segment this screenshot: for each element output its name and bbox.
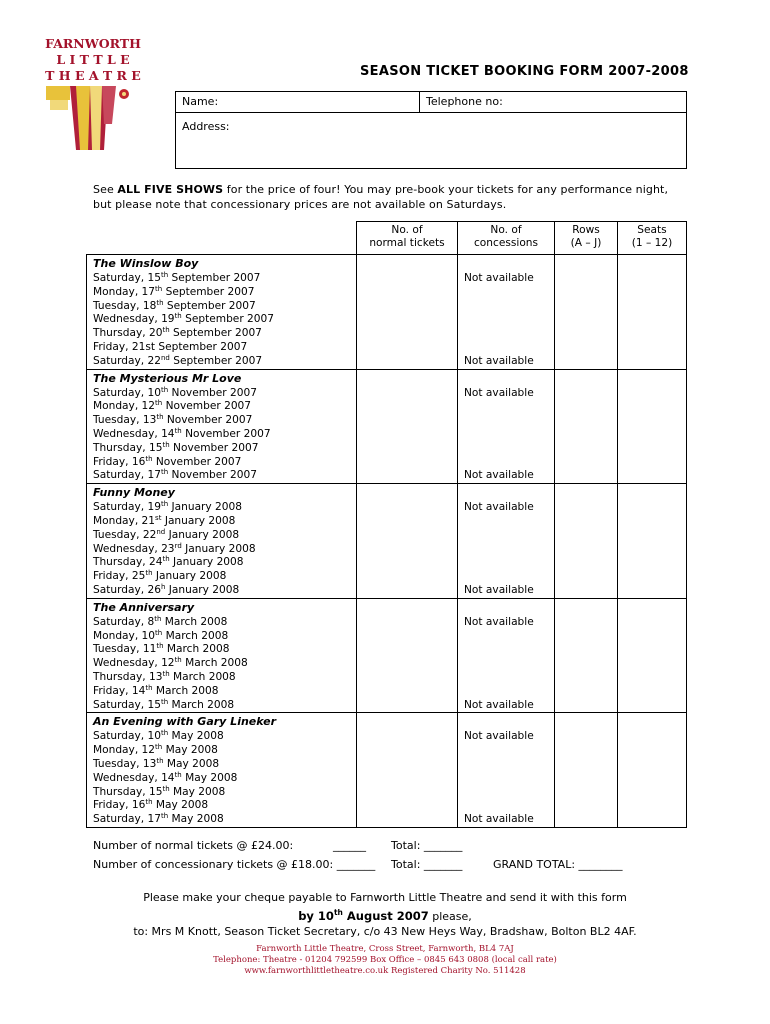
performance-date: Friday, 16th May 2008 [93,798,209,812]
performance-date: Monday, 10th March 2008 [93,628,229,642]
not-available-label: Not available [464,469,534,482]
performance-date: Thursday, 15th November 2007 [93,440,259,454]
theatre-curtain-icon [38,84,148,150]
show-dates-cell [87,713,357,828]
intro-bold: ALL FIVE SHOWS [117,183,224,196]
seats-cell[interactable] [618,598,687,713]
performance-date: Saturday, 26$^h$ January 2008 [93,582,240,596]
performance-date: Saturday, 10th May 2008 [93,729,224,743]
closing-line-1: Please make your cheque payable to Farnworth Little Theatre and send it with this form [143,891,627,904]
seats-cell[interactable] [618,255,687,370]
normal-tickets-cell[interactable] [357,598,458,713]
performance-date: Friday, 14th March 2008 [93,683,219,697]
form-title: SEASON TICKET BOOKING FORM 2007-2008 [360,64,689,79]
performance-date: Monday, 12th May 2008 [93,743,218,757]
concessions-cell[interactable] [458,484,555,599]
show-block [87,713,687,828]
show-title: Funny Money [93,486,175,500]
show-block [87,369,687,484]
performance-date: Tuesday, 13th May 2008 [93,756,220,770]
concessions-cell[interactable] [458,255,555,370]
concession-tickets-label[interactable]: Number of concessionary tickets @ £18.00: _______ [93,858,376,871]
show-title: The Mysterious Mr Love [93,371,242,385]
not-available-label: Not available [464,501,534,514]
closing-instructions [0,890,770,939]
performance-date: Saturday, 17th May 2008 [93,812,224,826]
logo-line-2: L I T T L E [56,52,130,67]
theatre-logo [38,36,148,146]
show-dates-cell [87,369,357,484]
show-title: The Anniversary [93,600,195,614]
intro-line-2: but please note that concessionary prices are not available on Saturdays. [93,198,507,211]
not-available-label: Not available [464,354,534,367]
show-title: An Evening with Gary Lineker [93,715,277,729]
performance-date: Tuesday, 22nd January 2008 [93,527,240,541]
normal-tickets-cell[interactable] [357,484,458,599]
performance-date: Saturday, 15th March 2008 [93,697,235,711]
performance-date: Tuesday, 13th November 2007 [93,413,253,427]
concessions-cell[interactable] [458,598,555,713]
performance-date: Wednesday, 23rd January 2008 [93,541,256,555]
performance-date: Saturday, 15th September 2007 [93,271,261,284]
footer-phones: Telephone: Theatre - 01204 792599 Box Office – 0845 643 0808 (local call rate) [213,955,557,965]
logo-line-1: FARNWORTH [45,36,141,51]
performance-date: Saturday, 10th November 2007 [93,385,257,399]
not-available-label: Not available [464,386,534,399]
closing-deadline: by 10th August 2007 please, [298,908,472,923]
header-concessions: No. of concessions [458,222,555,255]
address-label: Address: [182,120,230,133]
totals-section [93,839,693,877]
normal-tickets-cell[interactable] [357,369,458,484]
show-dates-cell [87,598,357,713]
performance-date: Tuesday, 18th September 2007 [93,298,256,312]
performance-date: Tuesday, 11th March 2008 [93,642,230,656]
header-normal-tickets: No. of normal tickets [357,222,458,255]
header-rows: Rows (A – J) [555,222,618,255]
performance-date: Monday, 12th November 2007 [93,399,252,413]
performance-date: Wednesday, 14th May 2008 [93,770,238,784]
concession-total-field[interactable]: Total: _______ [391,858,463,871]
performance-date: Thursday, 13th March 2008 [93,669,236,683]
normal-tickets-cell[interactable] [357,255,458,370]
closing-line-3: to: Mrs M Knott, Season Ticket Secretary, c/o 43 New Heys Way, Bradshaw, Bolton BL2 4AF. [133,924,637,938]
performance-date: Wednesday, 12th March 2008 [93,656,248,670]
performance-date: Friday, 21st September 2007 [93,340,248,353]
performance-date: Thursday, 24th January 2008 [93,555,244,569]
not-available-label: Not available [464,272,534,284]
show-dates-cell [87,484,357,599]
performance-date: Wednesday, 19th September 2007 [93,312,275,326]
seats-cell[interactable] [618,369,687,484]
not-available-label: Not available [464,730,534,743]
rows-cell[interactable] [555,598,618,713]
name-label: Name: [182,95,219,108]
normal-tickets-blank[interactable]: ______ [333,839,366,852]
performance-date: Thursday, 20th September 2007 [93,326,262,340]
logo-line-3: T H E A T R E [45,68,141,83]
header-blank [87,222,357,255]
seats-cell[interactable] [618,713,687,828]
show-block [87,598,687,713]
footer-web: www.farnworthlittletheatre.co.uk Registered Charity No. 511428 [244,966,526,976]
rows-cell[interactable] [555,713,618,828]
performance-date: Monday, 17th September 2007 [93,284,255,298]
contact-details-box [175,91,687,169]
header-seats: Seats (1 – 12) [618,222,687,255]
not-available-label: Not available [464,583,534,596]
performance-date: Thursday, 15th May 2008 [93,784,226,798]
performance-date: Friday, 16th November 2007 [93,454,242,468]
rows-cell[interactable] [555,484,618,599]
concessions-cell[interactable] [458,369,555,484]
footer [0,944,770,977]
not-available-label: Not available [464,698,534,711]
performance-date: Saturday, 22nd September 2007 [93,353,263,367]
normal-tickets-label: Number of normal tickets @ £24.00: [93,839,294,852]
performance-date: Monday, 21st January 2008 [93,513,236,527]
normal-total-field[interactable]: Total: _______ [391,839,463,852]
performance-date: Saturday, 17th November 2007 [93,468,257,482]
rows-cell[interactable] [555,369,618,484]
intro-post: for the price of four! You may pre-book your tickets for any performance night, [223,183,669,196]
normal-tickets-cell[interactable] [357,713,458,828]
rows-cell[interactable] [555,255,618,370]
not-available-label: Not available [464,813,534,826]
booking-table [86,221,687,828]
telephone-label: Telephone no: [426,95,503,108]
performance-date: Saturday, 8th March 2008 [93,614,228,628]
performance-date: Wednesday, 14th November 2007 [93,426,271,440]
footer-address: Farnworth Little Theatre, Cross Street, Farnworth, BL4 7AJ [256,944,514,954]
seats-cell[interactable] [618,484,687,599]
show-dates-cell [87,255,357,370]
show-block [87,484,687,599]
show-title: The Winslow Boy [93,257,199,270]
not-available-label: Not available [464,615,534,628]
intro-text [93,182,683,212]
grand-total-field[interactable]: GRAND TOTAL: ________ [493,858,623,871]
performance-date: Friday, 25th January 2008 [93,569,227,583]
performance-date: Saturday, 19th January 2008 [93,500,243,514]
show-block [87,255,687,370]
intro-pre: See [93,183,118,196]
concessions-cell[interactable] [458,713,555,828]
